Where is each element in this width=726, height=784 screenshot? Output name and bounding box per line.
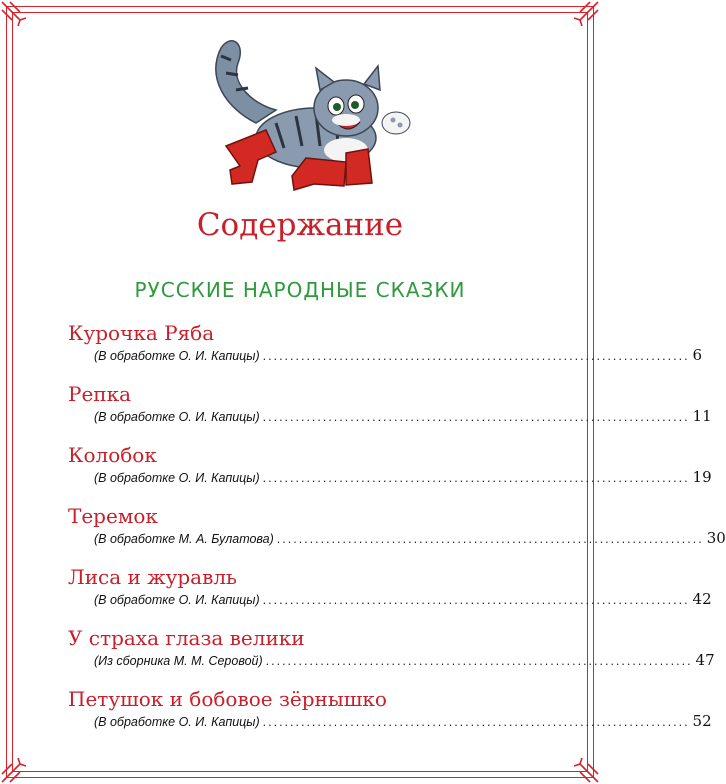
toc-page-number: 6 — [692, 346, 703, 364]
toc-entry-line — [94, 407, 712, 425]
toc-page-number: 47 — [695, 651, 715, 669]
corner-ornament-icon — [0, 0, 34, 34]
toc-entry-note: (В обработке О. И. Капицы) — [94, 349, 260, 363]
toc-entry[interactable] — [68, 564, 712, 625]
toc-entry-title[interactable]: Лиса и журавль — [68, 565, 237, 589]
dot-leader: .............................................................................. — [265, 654, 693, 668]
toc-entry-line — [94, 651, 715, 669]
toc-entry[interactable] — [68, 625, 715, 686]
toc-entry-note: (В обработке М. А. Булатова) — [94, 532, 274, 546]
dot-leader: .............................................................................. — [262, 715, 690, 729]
section-heading: РУССКИЕ НАРОДНЫЕ СКАЗКИ — [134, 278, 466, 302]
toc-entry-note: (В обработке О. И. Капицы) — [94, 471, 260, 485]
toc-entry-note: (В обработке О. И. Капицы) — [94, 593, 260, 607]
dot-leader: .............................................................................. — [262, 410, 690, 424]
toc-entry-line — [94, 346, 703, 364]
toc-page-number: 52 — [692, 712, 712, 730]
toc-entry-note: (В обработке О. И. Капицы) — [94, 410, 260, 424]
corner-ornament-icon — [566, 750, 600, 784]
toc-entry-line — [94, 712, 712, 730]
toc-page-number: 19 — [692, 468, 712, 486]
dot-leader: .............................................................................. — [262, 593, 690, 607]
toc-entry[interactable] — [68, 381, 712, 442]
toc-entry-line — [94, 529, 726, 547]
toc-entry-note: (Из сборника М. М. Серовой) — [94, 654, 263, 668]
toc-page-number: 11 — [692, 407, 712, 425]
toc-page-number: 42 — [692, 590, 712, 608]
toc-entry-title[interactable]: Колобок — [68, 443, 157, 467]
corner-ornament-icon — [566, 0, 600, 34]
table-of-contents — [68, 320, 726, 747]
page-title: Содержание — [196, 207, 404, 243]
toc-entry-title[interactable]: Репка — [68, 382, 132, 406]
dot-leader: .............................................................................. — [262, 349, 690, 363]
toc-page-number: 30 — [706, 529, 726, 547]
toc-entry-title[interactable]: Теремок — [68, 504, 158, 528]
toc-entry-line — [94, 468, 712, 486]
toc-entry-title[interactable]: У страха глаза велики — [68, 626, 305, 650]
toc-entry-title[interactable]: Курочка Ряба — [68, 321, 215, 345]
cat-illustration — [196, 28, 436, 203]
dot-leader: .............................................................................. — [276, 532, 704, 546]
toc-entry-line — [94, 590, 712, 608]
toc-entry[interactable] — [68, 320, 703, 381]
toc-entry-note: (В обработке О. И. Капицы) — [94, 715, 260, 729]
toc-entry-title[interactable]: Петушок и бобовое зёрнышко — [68, 687, 387, 711]
toc-entry[interactable] — [68, 442, 712, 503]
corner-ornament-icon — [0, 750, 34, 784]
dot-leader: .............................................................................. — [262, 471, 690, 485]
toc-entry[interactable] — [68, 686, 712, 747]
toc-entry[interactable] — [68, 503, 726, 564]
